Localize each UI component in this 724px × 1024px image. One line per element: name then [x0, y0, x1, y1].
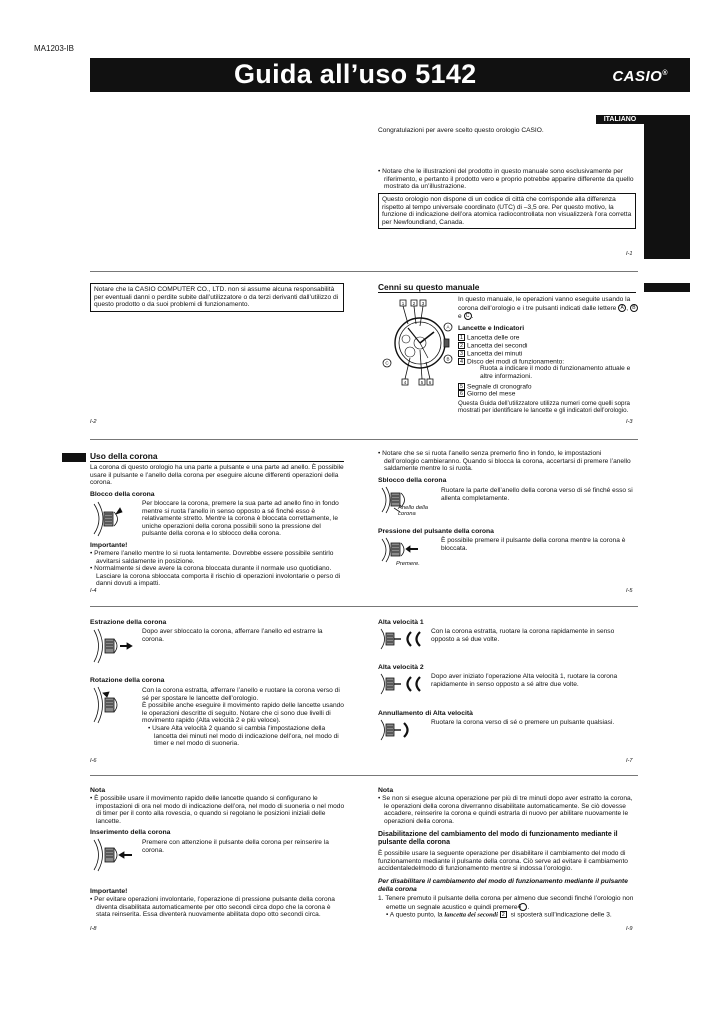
page-number: I-6 — [90, 758, 97, 764]
crown-pull-icon — [90, 628, 134, 664]
important-list — [90, 550, 346, 588]
manual-intro-text: In questo manuale, le operazioni vanno eseguite usando la corona dell’orologio e i tre pulsanti indicati dalle lettere — [458, 296, 631, 312]
disable-mode-heading: Disabilitazione del cambiamento del modo di funzionamento mediante il pulsante della corona — [378, 831, 618, 847]
side-index-tab — [644, 283, 690, 292]
page-number: I-4 — [90, 588, 97, 594]
step-text: 1. Tenere premuto il pulsante della corona per almeno due secondi finché l’orologio non emette un segnale acustico e quindi premere — [378, 895, 634, 911]
item-label: Giorno del mese — [467, 390, 516, 398]
section-divider — [90, 606, 638, 607]
illustration-note: • Notare che le illustrazioni del prodotto in questo manuale sono esclusivamente per riferimento, e pertanto il prodotto vero e proprio potrebbe apparire differente da quello mostrato da un’illustrazione. — [378, 168, 634, 191]
utc-notice-box: Questo orologio non dispone di un codice di città che corrisponde alla differenza rispetto al tempo universale coordinato (UTC) di –3,5 ore. Per questo motivo, la funzione di indicazione dell’ora atomica radiocontrollata non visualizzerà l’ora corretta per Newfoundland, Canada. — [378, 193, 636, 229]
subheading: Inserimento della corona — [90, 829, 171, 836]
subheading: Sblocco della corona — [378, 477, 447, 484]
page-number: I-9 — [626, 926, 633, 932]
procedure-heading: Per disabilitare il cambiamento del modo di funzionamento mediante il pulsante della corona — [378, 878, 628, 893]
crown-insert-icon — [90, 838, 134, 872]
callout-2: 2 — [412, 301, 416, 306]
illustration-note-text: Notare che le illustrazioni del prodotto in questo manuale sono esclusivamente per riferimento, e pertanto il prodotto vero e proprio potrebbe apparire differente da quello mostrato da un’illustrazione. — [382, 168, 634, 191]
crown-lock-body: Per bloccare la corona, premere la sua parte ad anello fino in fondo mentre si ruota l’anello in senso opposto a sé finché esso è relativamente stretto. Mentre la corona è bloccata correttamente, le uniche operazioni della corona possibili sono la pressione del pulsante della corona e lo sblocco della corona. — [142, 500, 339, 538]
button-a-label: A — [519, 903, 527, 911]
disable-mode-body: È possibile usare la seguente operazione per disabilitare il cambiamento del modo di funzionamento mediante il pulsante della corona. Ciò serve ad evitare il cambiamento accidentaledelmodo di funzionamento mentre si indossa l’orologio. — [378, 850, 628, 873]
nota-label: Nota — [90, 787, 106, 794]
hands-list — [458, 334, 638, 398]
list-item — [458, 334, 638, 342]
callout-button-c: C — [385, 360, 389, 366]
nota-text: • Se non si esegue alcuna operazione per più di tre minuti dopo aver estratto la corona, le operazioni della corona diverranno disabilitate automaticamente. Se ciò dovesse accadere, reinserire la corona e quindi estrarla di nuovo per abilitare nuovamente le operazioni della corona. — [378, 795, 633, 825]
heading-rule — [378, 292, 636, 293]
callout-6: 6 — [428, 380, 432, 385]
list-item — [458, 342, 638, 350]
callout-1: 1 — [401, 301, 405, 306]
title-banner — [90, 58, 690, 92]
nota-body: È possibile usare il movimento rapido delle lancette quando si configurano le impostazioni di ora nel modo di indicazione dell’ora, nel modo di suoneria o nel modo di timer per il conto alla rovescia, o quando si regolano le posizioni iniziali delle lancette. — [94, 795, 345, 825]
subheading: Alta velocità 2 — [378, 664, 424, 671]
item-number: 4 — [460, 358, 463, 365]
page-number: I-3 — [626, 419, 633, 425]
cancel-high-speed-body: Ruotare la corona verso di sé o premere un pulsante qualsiasi. — [431, 719, 615, 726]
nota-body: Se non si esegue alcuna operazione per più di tre minuti dopo aver estratto la corona, le operazioni della corona diverranno disabilitate automaticamente. Se ciò dovesse accadere, reinserire la corona e quindi estrarla di nuovo per abilitare nuovamente le operazioni della corona. — [382, 795, 633, 825]
high-speed-2-body: Dopo aver iniziato l’operazione Alta velocità 1, ruotare la corona rapidamente in senso opposto a sé altre due volte. — [431, 673, 618, 688]
callout-3: 3 — [421, 301, 425, 306]
crown-rotate-icon — [90, 686, 130, 724]
section-heading: Uso della corona — [90, 451, 158, 461]
subheading: Pressione del pulsante della corona — [378, 528, 494, 535]
list-item — [458, 358, 638, 366]
high-speed-2-icon — [378, 673, 426, 695]
bullet-text: Normalmente si deve avere la corona bloccata durante il normale uso quotidiano. Lasciare la corona sbloccata comporta il rischio di operazioni involontarie o perso di danni dovuti a impatti. — [94, 565, 341, 588]
conjunction: e — [458, 312, 462, 320]
item-label: Segnale di cronografo — [467, 382, 532, 390]
heading-rule — [90, 461, 344, 462]
result-text: A questo punto, la — [389, 911, 443, 919]
page-title: Guida all’uso 5142 — [234, 59, 477, 89]
button-a-label: A — [618, 304, 626, 312]
rapid-paragraph: È possibile anche eseguire il movimento rapido delle lancette usando le operazioni descritte di seguito. Notare che ci sono due livelli di movimento rapido (Alta velocità 2 e più veloce). — [142, 702, 344, 725]
greeting: Congratulazioni per avere scelto questo orologio CASIO. — [378, 127, 544, 134]
registered-mark: ® — [662, 70, 668, 77]
subheading: Rotazione della corona — [90, 677, 165, 684]
page-number: I-1 — [626, 251, 633, 257]
step-result: • A questo punto, la lancetta dei secondi 2 si sposterà sull’indicazione delle 3. — [386, 911, 612, 919]
crown-insert-body: Premere con attenzione il pulsante della corona per reinserire la corona. — [142, 839, 329, 854]
second-hand-term: lancetta dei secondi — [444, 911, 498, 919]
button-c-label: C — [464, 312, 472, 320]
important-text: • Per evitare operazioni involontarie, l’operazione di pressione pulsante della corona diventa disabilitata automaticamente per otto secondi circa dopo che la corona è stata reinserita. Essa diventerà nuovamente abilitata dopo otto secondi circa. — [90, 896, 335, 919]
page-number: I-2 — [90, 419, 97, 425]
list-item: • Normalmente si deve avere la corona bloccata durante il normale uso quotidiano. Lasciare la corona sbloccata comporta il rischio di operazioni involontarie o perso di danni dovuti a impatti. — [90, 565, 341, 588]
liability-box: Notare che la CASIO COMPUTER CO., LTD. non si assume alcuna responsabilità per eventuali danni o perdite subite dall’utilizzatore o da terzi derivanti dall’utilizzo di questo prodotto o da suoi problemi di funzionamento. — [90, 283, 344, 312]
button-b-label: B — [630, 304, 638, 312]
important-body: Per evitare operazioni involontarie, l’operazione di pressione pulsante della corona diventa disabilitata automaticamente per otto secondi circa dopo che la corona è stata reinserita. Essa diventerà nuovamente abilitata dopo otto secondi circa. — [94, 896, 335, 919]
crown-lock-icon — [90, 500, 130, 538]
bullet-text: Usare Alta velocità 2 quando si cambia l’impostazione della lancetta dei minuti nel modo di indicazione dell’ora, nel modo di timer e nel modo di suoneria. — [152, 724, 339, 748]
cancel-high-speed-icon — [378, 719, 418, 741]
item-number: 5 — [460, 383, 463, 390]
item-number: 6 — [460, 391, 463, 398]
item-number: 3 — [460, 350, 463, 357]
high-speed-1-icon — [378, 628, 426, 650]
page-number: I-7 — [626, 758, 633, 764]
item-number: 2 — [501, 912, 505, 918]
list-item: • Premere l’anello mentre lo si ruota lentamente. Dovrebbe essere possibile sentirlo avvitarsi saldamente in posizione. — [90, 550, 334, 565]
crown-rotate-body — [142, 687, 344, 748]
brand-name: CASIO — [612, 68, 663, 85]
nota-text: • È possibile usare il movimento rapido delle lancette quando si configurano le impostazioni di ora nel modo di indicazione dell’ora, nel modo di suoneria o nel modo di timer per il conto alla rovescia, o quando si regolano le posizioni iniziali delle lancette. — [90, 795, 345, 825]
callout-5: 5 — [420, 380, 424, 385]
page-number: I-5 — [626, 588, 633, 594]
item-number: 2 — [460, 342, 463, 349]
subheading: Annullamento di Alta velocità — [378, 710, 473, 717]
step-tail: . — [527, 903, 530, 911]
high-speed-1-body: Con la corona estratta, ruotare la corona rapidamente in senso opposto a sé due volte. — [431, 628, 615, 643]
callout-button-a: A — [446, 324, 450, 330]
brand-logo — [612, 68, 668, 85]
rotation-note: • Notare che se si ruota l’anello senza premerlo fino in fondo, le impostazioni dell’orologio cambieranno. Quando si blocca la corona, accertarsi di premere l’anello saldamente mentre lo si ruota. — [378, 450, 631, 473]
crown-press-body: È possibile premere il pulsante della corona mentre la corona è bloccata. — [441, 537, 626, 552]
item-label: Lancetta delle ore — [467, 334, 520, 342]
hands-indicators-heading: Lancette e Indicatori — [458, 325, 525, 332]
list-item — [458, 350, 638, 358]
section-divider — [90, 439, 638, 440]
item-label: Lancetta dei secondi — [467, 342, 528, 350]
list-item — [458, 383, 638, 391]
watch-face-illustration — [378, 296, 456, 392]
rotate-paragraph: Con la corona estratta, afferrare l’anello e ruotare la corona verso di sé per spostare le lancette dell’orologio. — [142, 687, 340, 702]
press-caption: Premere. — [396, 561, 420, 567]
list-item: • Usare Alta velocità 2 quando si cambia l’impostazione della lancetta dei minuti nel modo di indicazione dell’ora, nel modo di timer e nel modo di suoneria. — [148, 724, 339, 748]
item-description: Ruota a indicare il modo di funzionamento attuale e altre informazioni. — [480, 365, 631, 380]
language-tab: ITALIANO — [596, 115, 644, 124]
subheading: Alta velocità 1 — [378, 619, 424, 626]
result-text-end: si sposterà sull’indicazione delle 3. — [510, 911, 612, 919]
left-index-tab — [62, 453, 86, 462]
item-label: Disco dei modi di funzionamento: — [467, 357, 565, 365]
bullet-text: Premere l’anello mentre lo si ruota lentamente. Dovrebbe essere possibile sentirlo avvitarsi saldamente in posizione. — [94, 550, 334, 565]
procedure-step-1 — [378, 895, 638, 911]
crown-pull-body: Dopo aver sbloccato la corona, afferrare l’anello ed estrarre la corona. — [142, 628, 323, 643]
section-heading: Cenni su questo manuale — [378, 282, 480, 292]
section-divider — [90, 775, 638, 776]
important-label: Importante! — [90, 888, 128, 895]
subheading: Estrazione della corona — [90, 619, 167, 626]
numbering-footnote: Questa Guida dell’utilizzatore utilizza numeri come quelli sopra mostrati per identificare le lancette e gli indicatori dell’orologio. — [458, 400, 630, 415]
crown-unlock-body: Ruotare la parte dell’anello della corona verso di sé finché esso si allenta completamente. — [441, 487, 633, 502]
ring-caption: Anello della corona — [398, 505, 428, 518]
item-number: 1 — [460, 335, 463, 341]
item-label: Lancetta dei minuti — [467, 349, 523, 357]
callout-4: 4 — [403, 380, 407, 385]
rotation-note-text: Notare che se si ruota l’anello senza premerlo fino in fondo, le impostazioni dell’orologio cambieranno. Quando si blocca la corona, accertarsi di premere l’anello saldamente mentre lo si ruota. — [382, 450, 631, 473]
section-divider — [90, 271, 638, 272]
crown-intro: La corona di questo orologio ha una parte a pulsante e una parte ad anello. È possibile usare il pulsante e l’anello della corona per eseguire alcune differenti operazioni della corona. — [90, 464, 344, 487]
crown-press-icon — [378, 537, 420, 563]
manual-intro: In questo manuale, le operazioni vanno eseguite usando la corona dell’orologio e i tre pulsanti indicati dalle lettere A , B e C . — [458, 296, 638, 320]
document-id: MA1203-IB — [34, 44, 75, 53]
callout-button-b: B — [446, 356, 450, 362]
important-label: Importante! — [90, 542, 128, 549]
page-number: I-8 — [90, 926, 97, 932]
list-item — [458, 390, 638, 398]
subheading: Blocco della corona — [90, 491, 155, 498]
side-index-bar — [644, 115, 690, 259]
nota-label: Nota — [378, 787, 394, 794]
